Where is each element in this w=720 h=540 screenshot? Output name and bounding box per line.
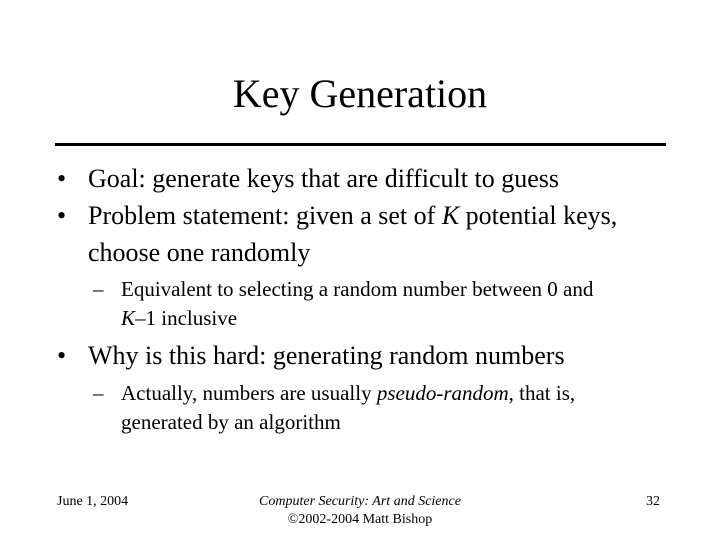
sub-bullet-marker: – [93,381,104,405]
footer-copyright: ©2002-2004 Matt Bishop [287,512,433,527]
bullet-text: Why is this hard: generating random numbers [88,341,565,370]
footer-date: June 1, 2004 [57,494,129,509]
sub-bullet-text-line-1: Equivalent to selecting a random number between 0 and [121,277,594,301]
slide-title: Key Generation [232,71,488,116]
footer-page-number: 32 [646,494,660,509]
bullet-marker: • [57,164,67,193]
sub-bullet-text-line-2: generated by an algorithm [121,410,341,434]
bullet-text-line-1 [88,199,617,233]
bullet-marker: • [57,341,67,370]
sub-bullet-text-part: –1 inclusive [135,306,238,330]
bullet-text: Goal: generate keys that are difficult to guess [88,164,559,193]
variable-k: K [441,201,460,230]
bullet-text-line-2: choose one randomly [88,238,311,267]
emphasis-pseudo-random: pseudo-random [376,381,509,405]
sub-bullet-text-line-2 [121,304,237,333]
footer-course-info [200,493,520,529]
variable-k: K [121,306,136,330]
sub-bullet-text-part: Actually, numbers are usually [121,381,377,405]
bullet-text-part: Problem statement: given a set of [88,201,442,230]
sub-bullet-text-part: , that is, [508,381,576,405]
footer-course-title: Computer Security: Art and Science [259,494,461,509]
bullet-text-part: potential keys, [459,201,618,230]
sub-bullet-text-line-1 [121,379,575,408]
bullet-marker: • [57,201,67,230]
sub-bullet-marker: – [93,277,104,301]
title-divider [55,143,666,146]
